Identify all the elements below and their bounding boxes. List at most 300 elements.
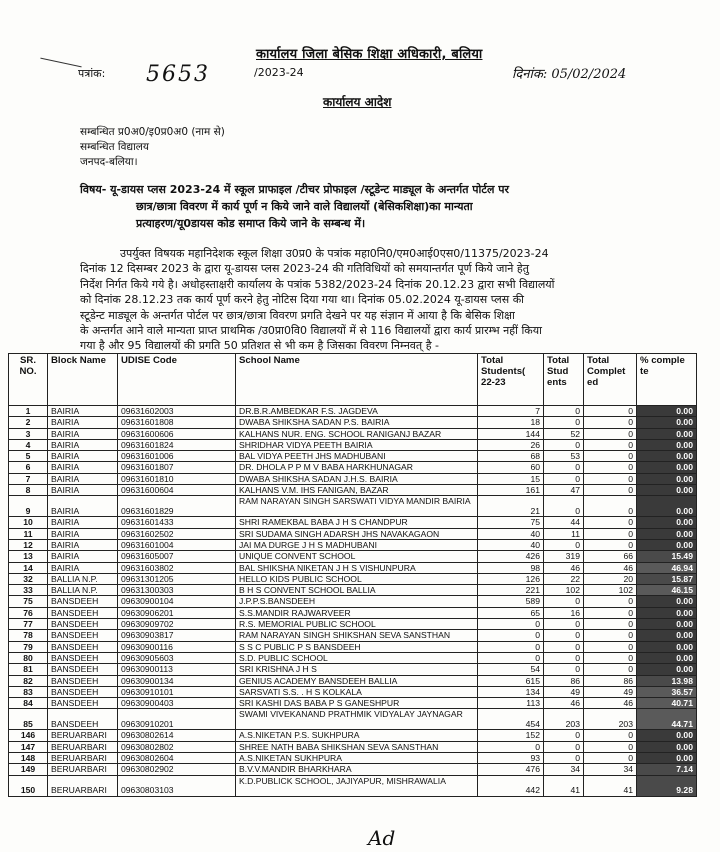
- cell-school: BAL VIDYA PEETH JHS MADHUBANI: [236, 451, 478, 462]
- cell-completed: 0: [584, 607, 637, 618]
- cell-sr: 148: [9, 753, 48, 764]
- table-row: [9, 551, 697, 562]
- cell-block: BAIRIA: [48, 439, 118, 450]
- cell-sr: 11: [9, 528, 48, 539]
- cell-block: BAIRIA: [48, 562, 118, 573]
- table-row: [9, 517, 697, 528]
- cell-total-22-23: 68: [478, 451, 544, 462]
- cell-completed: 0: [584, 462, 637, 473]
- cell-total-students: 53: [544, 451, 584, 462]
- cell-school: DR. DHOLA P P M V BABA HARKHUNAGAR: [236, 462, 478, 473]
- table-row: [9, 630, 697, 641]
- table-row: [9, 741, 697, 752]
- cell-completed: 41: [584, 775, 637, 796]
- table-row: [9, 496, 697, 517]
- cell-udise: 09631601829: [118, 496, 236, 517]
- cell-sr: 85: [9, 709, 48, 730]
- cell-block: BERUARBARI: [48, 741, 118, 752]
- cell-udise: 09631600606: [118, 428, 236, 439]
- cell-total-22-23: 26: [478, 439, 544, 450]
- cell-sr: 79: [9, 641, 48, 652]
- cell-total-22-23: 144: [478, 428, 544, 439]
- cell-percent: 0.00: [637, 473, 697, 484]
- order-title: कार्यालय आदेश: [323, 95, 392, 109]
- col-header-total-completed: Total Complet ed: [584, 354, 637, 406]
- cell-total-22-23: 21: [478, 496, 544, 517]
- cell-total-22-23: 98: [478, 562, 544, 573]
- cell-completed: 0: [584, 473, 637, 484]
- table-row: [9, 619, 697, 630]
- subject-line: विषय- यू-डायस प्लस 2023-24 में स्कूल प्राफाइल /टीचर प्रोफाइल /स्टूडेन्ट माड्यूल के अन्तर्गत पोर्टल पर: [80, 183, 509, 196]
- cell-completed: 0: [584, 652, 637, 663]
- cell-completed: 46: [584, 562, 637, 573]
- cell-school: DWABA SHIKSHA SADAN J.H.S. BAIRIA: [236, 473, 478, 484]
- cell-block: BAIRIA: [48, 551, 118, 562]
- table-row: [9, 528, 697, 539]
- cell-block: BANSDEEH: [48, 630, 118, 641]
- cell-school: RAM NARAYAN SINGH SARSWATI VIDYA MANDIR BAIRIA: [236, 496, 478, 517]
- cell-block: BAIRIA: [48, 406, 118, 417]
- cell-udise: 09631602003: [118, 406, 236, 417]
- cell-total-students: 46: [544, 562, 584, 573]
- cell-sr: 4: [9, 439, 48, 450]
- cell-percent: 0.00: [637, 641, 697, 652]
- table-row: [9, 473, 697, 484]
- table-row: [9, 698, 697, 709]
- letter-date: दिनांक: 05/02/2024: [512, 67, 627, 82]
- cell-sr: 14: [9, 562, 48, 573]
- cell-total-students: 319: [544, 551, 584, 562]
- cell-school: SHRI RAMEKBAL BABA J H S CHANDPUR: [236, 517, 478, 528]
- cell-block: BANSDEEH: [48, 641, 118, 652]
- subject-line: छात्र/छात्रा विवरण में कार्य पूर्ण न किये जाने वाले विद्यालयों (बेसिकशिक्षा)का मान्यता: [136, 200, 473, 213]
- table-row: [9, 585, 697, 596]
- cell-sr: 149: [9, 764, 48, 775]
- table-row: [9, 664, 697, 675]
- cell-completed: 66: [584, 551, 637, 562]
- cell-sr: 78: [9, 630, 48, 641]
- cell-sr: 150: [9, 775, 48, 796]
- cell-block: BANSDEEH: [48, 698, 118, 709]
- cell-percent: 0.00: [637, 753, 697, 764]
- cell-sr: 1: [9, 406, 48, 417]
- table-row: [9, 417, 697, 428]
- cell-total-students: 0: [544, 730, 584, 741]
- cell-total-22-23: 134: [478, 686, 544, 697]
- cell-school: R.S. MEMORIAL PUBLIC SCHOOL: [236, 619, 478, 630]
- cell-school: J.P.P.S.BANSDEEH: [236, 596, 478, 607]
- paragraph-line: गया है और 95 विद्यालयों की प्रगति 50 प्रतिशत से भी कम है जिसका विवरण निम्नवत् है -: [80, 339, 440, 353]
- cell-udise: 09630900116: [118, 641, 236, 652]
- cell-completed: 0: [584, 539, 637, 550]
- table-row: [9, 428, 697, 439]
- cell-percent: 0.00: [637, 607, 697, 618]
- cell-percent: 44.71: [637, 709, 697, 730]
- table-row: [9, 406, 697, 417]
- address-line: सम्बन्धित प्र0अ0/इ0प्र0अ0 (नाम से): [80, 126, 225, 138]
- cell-sr: 3: [9, 428, 48, 439]
- cell-sr: 33: [9, 585, 48, 596]
- cell-total-students: 47: [544, 485, 584, 496]
- cell-completed: 203: [584, 709, 637, 730]
- cell-block: BERUARBARI: [48, 764, 118, 775]
- cell-percent: 40.71: [637, 698, 697, 709]
- col-header-total-students-22-23: Total Students( 22-23: [478, 354, 544, 406]
- cell-total-students: 52: [544, 428, 584, 439]
- cell-total-22-23: 589: [478, 596, 544, 607]
- cell-completed: 0: [584, 730, 637, 741]
- cell-school: GENIUS ACADEMY BANSDEEH BALLIA: [236, 675, 478, 686]
- cell-percent: 0.00: [637, 619, 697, 630]
- cell-completed: 0: [584, 664, 637, 675]
- school-progress-table: [8, 353, 697, 797]
- table-row: [9, 562, 697, 573]
- address-line: जनपद-बलिया।: [80, 156, 138, 168]
- paragraph-line: के अन्तर्गत आने वाले मान्यता प्राप्त प्राथमिक /उ0प्रा0वि0 विद्यालयों में से 116 विद्यालयों द्वारा कार्य प्रारम्भ नहीं किया: [80, 324, 542, 338]
- cell-percent: 0.00: [637, 652, 697, 663]
- paragraph-line: स्टूडेन्ट माड्यूल के अन्तर्गत पोर्टल पर छात्र/छात्रा विवरण प्रगति देखने पर यह संज्ञान में आया है कि बेसिक शिक्षा: [80, 308, 515, 322]
- cell-completed: 0: [584, 641, 637, 652]
- cell-completed: 0: [584, 528, 637, 539]
- cell-sr: 13: [9, 551, 48, 562]
- cell-udise: 09630905603: [118, 652, 236, 663]
- cell-school: SRI KASHI DAS BABA P S GANESHPUR: [236, 698, 478, 709]
- cell-sr: 75: [9, 596, 48, 607]
- cell-total-22-23: 40: [478, 539, 544, 550]
- cell-percent: 0.00: [637, 462, 697, 473]
- cell-sr: 146: [9, 730, 48, 741]
- cell-total-students: 49: [544, 686, 584, 697]
- cell-school: DR.B.R.AMBEDKAR F.S. JAGDEVA: [236, 406, 478, 417]
- letter-number: 5653: [146, 62, 210, 87]
- cell-school: A.S.NIKETAN SUKHPURA: [236, 753, 478, 764]
- cell-percent: 0.00: [637, 496, 697, 517]
- cell-block: BAIRIA: [48, 473, 118, 484]
- cell-total-22-23: 18: [478, 417, 544, 428]
- cell-school: SHRIDHAR VIDYA PEETH BAIRIA: [236, 439, 478, 450]
- cell-percent: 15.49: [637, 551, 697, 562]
- cell-udise: 09631603802: [118, 562, 236, 573]
- cell-block: BALLIA N.P.: [48, 573, 118, 584]
- cell-total-22-23: 0: [478, 641, 544, 652]
- cell-sr: 9: [9, 496, 48, 517]
- table-body: [9, 406, 697, 797]
- cell-total-students: 0: [544, 417, 584, 428]
- table-row: [9, 764, 697, 775]
- cell-total-22-23: 54: [478, 664, 544, 675]
- table-row: [9, 596, 697, 607]
- table-row: [9, 539, 697, 550]
- table-row: [9, 675, 697, 686]
- subject-line: प्रत्याहरण/यू0डायस कोड समाप्त किये जाने के सम्बन्ध में।: [136, 217, 366, 230]
- cell-sr: 76: [9, 607, 48, 618]
- table-row: [9, 652, 697, 663]
- cell-udise: 09630906201: [118, 607, 236, 618]
- cell-total-students: 41: [544, 775, 584, 796]
- cell-sr: 2: [9, 417, 48, 428]
- cell-school: KALHANS V.M. IHS FANIGAN, BAZAR: [236, 485, 478, 496]
- cell-school: KALHANS NUR. ENG. SCHOOL RANIGANJ BAZAR: [236, 428, 478, 439]
- cell-udise: 09630802604: [118, 753, 236, 764]
- cell-school: S.S.MANDIR RAJWARVEER: [236, 607, 478, 618]
- table-row: [9, 641, 697, 652]
- cell-percent: 0.00: [637, 528, 697, 539]
- cell-udise: 09630803103: [118, 775, 236, 796]
- cell-total-22-23: 476: [478, 764, 544, 775]
- cell-school: SARSVATI S.S. . H S KOLKALA: [236, 686, 478, 697]
- col-header-total-students: Total Stud ents: [544, 354, 584, 406]
- cell-udise: 09631601006: [118, 451, 236, 462]
- cell-udise: 09631300303: [118, 585, 236, 596]
- paragraph-line: उपर्युक्त विषयक महानिदेशक स्कूल शिक्षा उ0प्र0 के पत्रांक महा0नि0/एम0आई0एस0/11375/2023-24: [120, 247, 549, 260]
- col-header-udise: UDISE Code: [118, 354, 236, 406]
- subject-block: [80, 181, 680, 232]
- cell-block: BANSDEEH: [48, 709, 118, 730]
- cell-percent: 0.00: [637, 741, 697, 752]
- cell-total-22-23: 0: [478, 619, 544, 630]
- cell-block: BANSDEEH: [48, 675, 118, 686]
- cell-school: UNIQUE CONVENT SCHOOL: [236, 551, 478, 562]
- cell-completed: 0: [584, 451, 637, 462]
- cell-completed: 0: [584, 496, 637, 517]
- cell-udise: 09630802902: [118, 764, 236, 775]
- cell-total-students: 22: [544, 573, 584, 584]
- letter-year: /2023-24: [254, 66, 304, 79]
- cell-total-22-23: 161: [478, 485, 544, 496]
- cell-percent: 0.00: [637, 730, 697, 741]
- cell-school: SRI KRISHNA J H S: [236, 664, 478, 675]
- cell-percent: 0.00: [637, 451, 697, 462]
- cell-total-students: 0: [544, 641, 584, 652]
- cell-block: BANSDEEH: [48, 607, 118, 618]
- cell-block: BAIRIA: [48, 517, 118, 528]
- cell-percent: 46.94: [637, 562, 697, 573]
- cell-school: HELLO KIDS PUBLIC SCHOOL: [236, 573, 478, 584]
- cell-block: BERUARBARI: [48, 753, 118, 764]
- cell-udise: 09630903817: [118, 630, 236, 641]
- cell-total-22-23: 442: [478, 775, 544, 796]
- cell-completed: 0: [584, 741, 637, 752]
- table-row: [9, 607, 697, 618]
- cell-completed: 34: [584, 764, 637, 775]
- cell-sr: 32: [9, 573, 48, 584]
- cell-sr: 6: [9, 462, 48, 473]
- cell-percent: 9.28: [637, 775, 697, 796]
- cell-udise: 09631301205: [118, 573, 236, 584]
- body-paragraph: [80, 246, 690, 354]
- cell-sr: 81: [9, 664, 48, 675]
- cell-percent: 36.57: [637, 686, 697, 697]
- cell-block: BAIRIA: [48, 528, 118, 539]
- table-row: [9, 451, 697, 462]
- cell-udise: 09630910101: [118, 686, 236, 697]
- cell-block: BERUARBARI: [48, 730, 118, 741]
- cell-total-22-23: 113: [478, 698, 544, 709]
- cell-total-students: 0: [544, 652, 584, 663]
- cell-total-students: 44: [544, 517, 584, 528]
- cell-school: A.S.NIKETAN P.S. SUKHPURA: [236, 730, 478, 741]
- cell-total-22-23: 126: [478, 573, 544, 584]
- table-row: [9, 686, 697, 697]
- cell-completed: 0: [584, 406, 637, 417]
- cell-percent: 0.00: [637, 406, 697, 417]
- cell-total-22-23: 7: [478, 406, 544, 417]
- cell-percent: 0.00: [637, 596, 697, 607]
- cell-udise: 09631601807: [118, 462, 236, 473]
- letter-number-label: पत्रांक:: [78, 67, 106, 80]
- cell-block: BANSDEEH: [48, 619, 118, 630]
- cell-udise: 09631601824: [118, 439, 236, 450]
- cell-percent: 7.14: [637, 764, 697, 775]
- cell-total-22-23: 75: [478, 517, 544, 528]
- cell-udise: 09630802614: [118, 730, 236, 741]
- cell-total-22-23: 152: [478, 730, 544, 741]
- table-row: [9, 485, 697, 496]
- cell-block: BANSDEEH: [48, 664, 118, 675]
- cell-udise: 09630909702: [118, 619, 236, 630]
- cell-total-22-23: 454: [478, 709, 544, 730]
- cell-block: BANSDEEH: [48, 596, 118, 607]
- cell-school: JAI MA DURGE J H S MADHUBANI: [236, 539, 478, 550]
- cell-percent: 0.00: [637, 485, 697, 496]
- cell-total-students: 0: [544, 630, 584, 641]
- cell-school: B.V.V.MANDIR BHARKHARA: [236, 764, 478, 775]
- cell-percent: 0.00: [637, 428, 697, 439]
- cell-total-students: 102: [544, 585, 584, 596]
- cell-total-22-23: 60: [478, 462, 544, 473]
- col-header-block: Block Name: [48, 354, 118, 406]
- cell-total-22-23: 0: [478, 741, 544, 752]
- cell-total-students: 0: [544, 596, 584, 607]
- cell-completed: 46: [584, 698, 637, 709]
- cell-sr: 10: [9, 517, 48, 528]
- cell-total-students: 46: [544, 698, 584, 709]
- cell-school: S S C PUBLIC P S BANSDEEH: [236, 641, 478, 652]
- cell-completed: 0: [584, 596, 637, 607]
- cell-sr: 8: [9, 485, 48, 496]
- address-line: सम्बन्धित विद्यालय: [80, 141, 150, 153]
- paragraph-line: निर्देश निर्गत किये गये है। अधोहस्ताक्षरी कार्यालय के पत्रांक 5382/2023-24 दिनांक 20.12.23 द्वारा सभी विद्यालयों: [80, 277, 555, 291]
- cell-school: B H S CONVENT SCHOOL BALLIA: [236, 585, 478, 596]
- cell-block: BAIRIA: [48, 428, 118, 439]
- cell-total-students: 86: [544, 675, 584, 686]
- table-row: [9, 730, 697, 741]
- cell-school: K.D.PUBLICK SCHOOL, JAJIYAPUR, MISHRAWALIA: [236, 775, 478, 796]
- cell-total-students: 0: [544, 439, 584, 450]
- cell-school: SHREE NATH BABA SHIKSHAN SEVA SANSTHAN: [236, 741, 478, 752]
- cell-total-students: 0: [544, 753, 584, 764]
- cell-block: BAIRIA: [48, 462, 118, 473]
- cell-block: BAIRIA: [48, 485, 118, 496]
- cell-completed: 102: [584, 585, 637, 596]
- cell-udise: 09630900134: [118, 675, 236, 686]
- cell-school: RAM NARAYAN SINGH SHIKSHAN SEVA SANSTHAN: [236, 630, 478, 641]
- cell-total-22-23: 65: [478, 607, 544, 618]
- cell-udise: 09631600604: [118, 485, 236, 496]
- office-heading: कार्यालय जिला बेसिक शिक्षा अधिकारी, बलिया: [256, 47, 483, 62]
- table-row: [9, 753, 697, 764]
- cell-udise: 09630900104: [118, 596, 236, 607]
- cell-block: BAIRIA: [48, 539, 118, 550]
- cell-sr: 83: [9, 686, 48, 697]
- cell-school: SRI SUDAMA SINGH ADARSH JHS NAVAKAGAON: [236, 528, 478, 539]
- cell-percent: 0.00: [637, 664, 697, 675]
- cell-completed: 0: [584, 753, 637, 764]
- cell-total-students: 34: [544, 764, 584, 775]
- table-header-row: [9, 354, 697, 406]
- cell-total-students: 0: [544, 741, 584, 752]
- cell-block: BERUARBARI: [48, 775, 118, 796]
- table-row: [9, 709, 697, 730]
- cell-completed: 0: [584, 485, 637, 496]
- cell-udise: 09630900403: [118, 698, 236, 709]
- cell-total-students: 11: [544, 528, 584, 539]
- cell-completed: 0: [584, 439, 637, 450]
- cell-completed: 0: [584, 630, 637, 641]
- cell-completed: 0: [584, 517, 637, 528]
- cell-percent: 13.98: [637, 675, 697, 686]
- cell-percent: 0.00: [637, 539, 697, 550]
- cell-percent: 15.87: [637, 573, 697, 584]
- paragraph-line: को दिनांक 28.12.23 तक कार्य पूर्ण करने हेतु नोटिस दिया गया था। दिनांक 05.02.2024 यू-डायस प्लस की: [80, 293, 524, 307]
- cell-total-students: 0: [544, 462, 584, 473]
- cell-completed: 0: [584, 428, 637, 439]
- cell-sr: 84: [9, 698, 48, 709]
- col-header-sr: SR. NO.: [9, 354, 48, 406]
- cell-total-students: 0: [544, 406, 584, 417]
- cell-sr: 82: [9, 675, 48, 686]
- cell-completed: 0: [584, 619, 637, 630]
- cell-percent: 0.00: [637, 439, 697, 450]
- cell-school: BAL SHIKSHA NIKETAN J H S VISHUNPURA: [236, 562, 478, 573]
- cell-block: BAIRIA: [48, 496, 118, 517]
- cell-block: BAIRIA: [48, 451, 118, 462]
- cell-block: BANSDEEH: [48, 686, 118, 697]
- cell-sr: 5: [9, 451, 48, 462]
- cell-sr: 7: [9, 473, 48, 484]
- cell-udise: 09630802802: [118, 741, 236, 752]
- signature-mark: Ad: [368, 826, 396, 850]
- cell-sr: 12: [9, 539, 48, 550]
- cell-percent: 46.15: [637, 585, 697, 596]
- cell-sr: 147: [9, 741, 48, 752]
- cell-total-22-23: 15: [478, 473, 544, 484]
- cell-total-students: 0: [544, 619, 584, 630]
- table-row: [9, 775, 697, 796]
- cell-total-students: 16: [544, 607, 584, 618]
- cell-percent: 0.00: [637, 417, 697, 428]
- cell-percent: 0.00: [637, 630, 697, 641]
- cell-total-students: 0: [544, 539, 584, 550]
- margin-arrow-mark: [40, 58, 81, 68]
- table-row: [9, 573, 697, 584]
- cell-block: BAIRIA: [48, 417, 118, 428]
- cell-udise: 09631602502: [118, 528, 236, 539]
- cell-total-students: 0: [544, 473, 584, 484]
- cell-completed: 49: [584, 686, 637, 697]
- cell-total-students: 0: [544, 664, 584, 675]
- cell-udise: 09631605007: [118, 551, 236, 562]
- cell-udise: 09630910201: [118, 709, 236, 730]
- cell-sr: 80: [9, 652, 48, 663]
- cell-total-22-23: 93: [478, 753, 544, 764]
- cell-total-students: 0: [544, 496, 584, 517]
- cell-udise: 09631601808: [118, 417, 236, 428]
- cell-udise: 09631601810: [118, 473, 236, 484]
- cell-block: BANSDEEH: [48, 652, 118, 663]
- cell-udise: 09630900113: [118, 664, 236, 675]
- cell-school: S.D. PUBLIC SCHOOL: [236, 652, 478, 663]
